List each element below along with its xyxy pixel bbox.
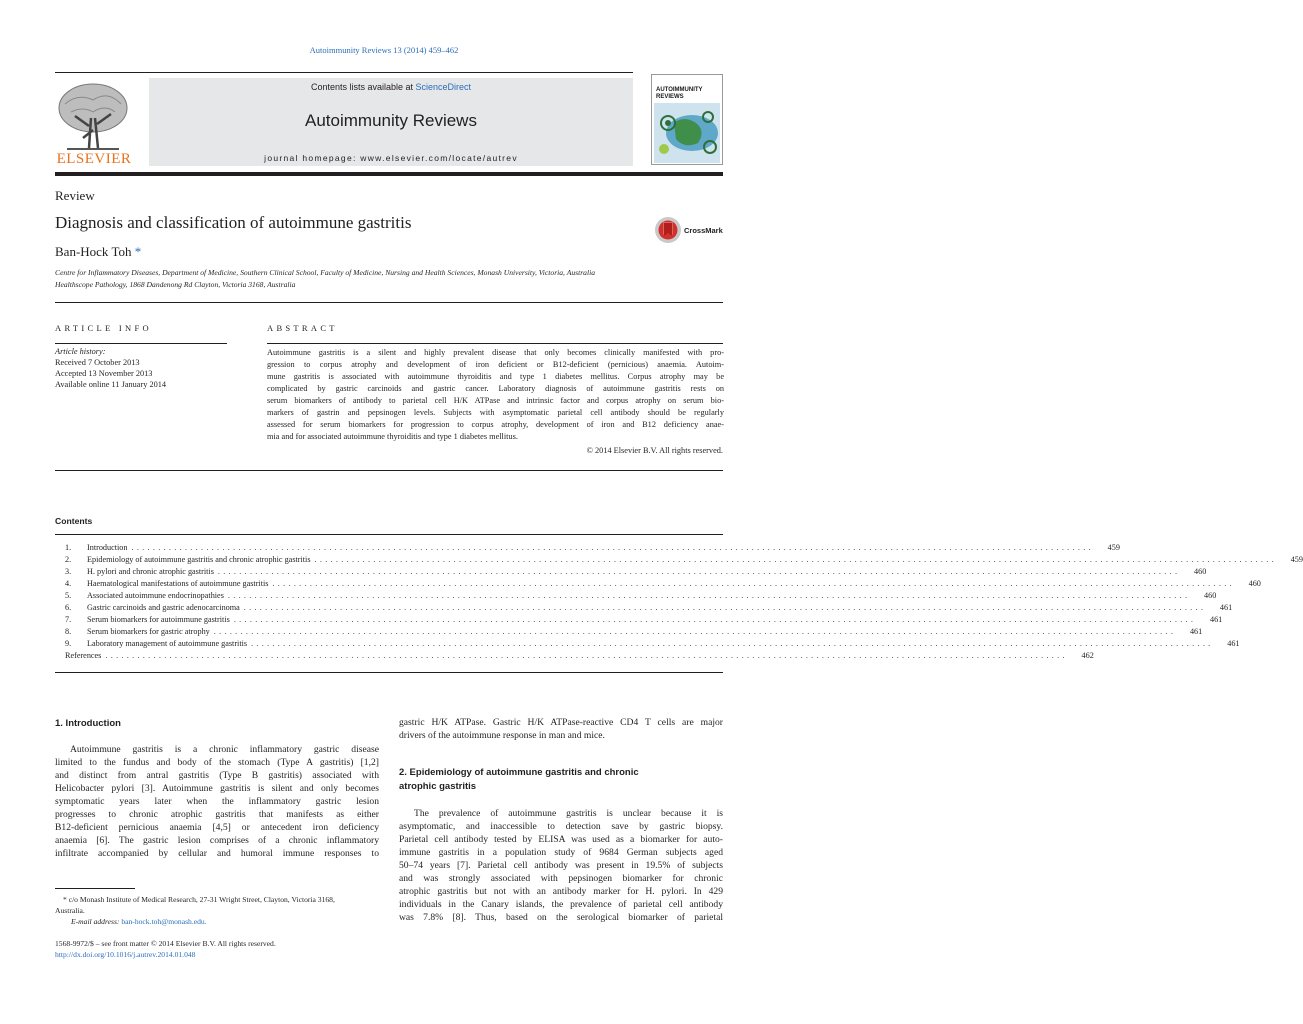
abstract-line: complicated by gastric carcinoids and gastric cancer. Laboratory diagnosis of autoimmune gastritis rests on bbox=[267, 384, 724, 393]
abstract-line: mune gastritis is associated with autoimmune thyroiditis and type 1 diabetes mellitus. Corpus atrophy may be bbox=[267, 372, 724, 381]
toc-item[interactable] bbox=[65, 591, 1217, 603]
toc-leader: .................................................................................................................................................................................... bbox=[217, 567, 1181, 576]
toc-leader: .................................................................................................................................................................................... bbox=[105, 651, 1068, 660]
body-line: asymptomatic, and inaccessible to detection save by gastric biopsy. bbox=[399, 821, 723, 832]
contents-rule bbox=[55, 534, 723, 535]
footnote-email bbox=[55, 917, 379, 926]
abstract-line: mia and for associated autoimmune thyroiditis and type 1 diabetes mellitus. bbox=[267, 432, 518, 441]
abstract-line: gression to corpus atrophy and development of iron deficient or B12-deficient (pernicious) anaemia. Autoim- bbox=[267, 360, 724, 369]
toc-item[interactable] bbox=[65, 639, 1240, 651]
crossmark-badge[interactable] bbox=[654, 216, 729, 244]
crossmark-label: CrossMark bbox=[684, 226, 723, 235]
contents-available-line bbox=[149, 82, 633, 92]
toc-label: Gastric carcinoids and gastric adenocarcinoma bbox=[87, 603, 240, 612]
toc-label: Introduction bbox=[87, 543, 128, 552]
journal-title: Autoimmunity Reviews bbox=[305, 111, 477, 130]
body-line: atrophic gastritis but not with an antibody marker for H. pylori. In 429 bbox=[399, 886, 723, 897]
toc-number: 7. bbox=[65, 615, 72, 624]
email-label: E-mail address: bbox=[71, 917, 122, 926]
toc-number: 9. bbox=[65, 639, 72, 648]
body-line: and distinct from antral gastritis (Type B gastritis) associated with bbox=[55, 770, 379, 781]
abstract-line: Autoimmune gastritis is a silent and highly prevalent disease that only becomes clinically manifested with pro- bbox=[267, 348, 724, 357]
body-line: anaemia [6]. The gastric lesion comprises of a chronic inflammatory bbox=[55, 835, 379, 846]
toc-page: 461 bbox=[1209, 615, 1223, 624]
cover-artwork-icon bbox=[654, 103, 720, 163]
body-line: Autoimmune gastritis is a chronic inflammatory gastric disease bbox=[70, 744, 379, 755]
body-line: infiltrate accompanied by cellular and humoral immune responses to bbox=[55, 848, 379, 859]
toc-page: 461 bbox=[1227, 639, 1240, 648]
abstract-copyright: © 2014 Elsevier B.V. All rights reserved. bbox=[586, 446, 723, 455]
abstract-line: serum biomarkers of antibody to parietal cell H/K ATPase and intrinsic factor and corpus atrophy on serum bio- bbox=[267, 396, 724, 405]
body-line: was 7.8% [8]. Thus, based on the serological biomarker of parietal bbox=[399, 912, 723, 923]
body-line: 50–74 years [7]. Parietal cell antibody was present in 19.5% of subjects bbox=[399, 860, 723, 871]
abstract-rule bbox=[267, 343, 723, 344]
toc-page: 460 bbox=[1248, 579, 1261, 588]
section-2-heading: 2. Epidemiology of autoimmune gastritis and chronic bbox=[399, 767, 639, 778]
masthead-rule bbox=[55, 172, 723, 176]
toc-number: 2. bbox=[65, 555, 72, 564]
toc-label: References bbox=[65, 651, 102, 660]
toc-number: 8. bbox=[65, 627, 72, 636]
elsevier-wordmark: ELSEVIER bbox=[56, 151, 132, 167]
abstract-heading: ABSTRACT bbox=[267, 323, 338, 333]
toc-number: 6. bbox=[65, 603, 72, 612]
toc-number: 3. bbox=[65, 567, 72, 576]
toc-page: 459 bbox=[1290, 555, 1303, 564]
toc-item[interactable] bbox=[65, 579, 1261, 591]
issn-line: 1568-9972/$ – see front matter © 2014 Elsevier B.V. All rights reserved. bbox=[55, 939, 276, 948]
toc-number: 4. bbox=[65, 579, 72, 588]
abstract-line: markers of gastrin and pepsinogen levels. Subjects with asymptomatic parietal cell antibody should be regularly bbox=[267, 408, 724, 417]
footnote-address-2: Australia. bbox=[55, 906, 85, 915]
toc-label: Epidemiology of autoimmune gastritis and chronic atrophic gastritis bbox=[87, 555, 311, 564]
affiliation-1: Centre for Inflammatory Diseases, Department of Medicine, Southern Clinical School, Faculty of Medicine, Nursing and Health Sciences, Monash University, Victoria, Australia bbox=[55, 268, 595, 277]
affiliation-2: Healthscope Pathology, 1868 Dandenong Rd Clayton, Victoria 3168, Australia bbox=[55, 280, 296, 289]
author-line bbox=[55, 244, 141, 260]
footnote-mark: * bbox=[63, 895, 67, 904]
body-line: and was strongly associated with pepsinogen biomarker for chronic bbox=[399, 873, 723, 884]
section-2-heading-cont: atrophic gastritis bbox=[399, 781, 477, 792]
sciencedirect-link[interactable]: ScienceDirect bbox=[415, 82, 472, 92]
toc-leader: .................................................................................................................................................................................... bbox=[131, 543, 1094, 552]
contents-prefix: Contents lists available at bbox=[310, 82, 416, 92]
footnote-address bbox=[55, 895, 379, 904]
toc-leader: .................................................................................................................................................................................... bbox=[243, 603, 1207, 612]
article-title: Diagnosis and classification of autoimmune gastritis bbox=[55, 213, 412, 232]
journal-reference[interactable]: Autoimmunity Reviews 13 (2014) 459–462 bbox=[309, 45, 459, 55]
header-rule bbox=[55, 72, 633, 73]
crossmark-icon bbox=[654, 216, 682, 244]
toc-label: Serum biomarkers for gastric atrophy bbox=[87, 627, 210, 636]
article-type: Review bbox=[55, 188, 95, 203]
accepted-date: Accepted 13 November 2013 bbox=[55, 369, 153, 378]
body-line: symptomatic years later when the inflammatory gastric lesion bbox=[55, 796, 379, 807]
toc-page: 461 bbox=[1219, 603, 1233, 612]
received-date: Received 7 October 2013 bbox=[55, 358, 140, 367]
abstract-line: assessed for serum biomarkers for progression to corpus atrophy, development of iron and B12 deficiency anae- bbox=[267, 420, 724, 429]
toc-item[interactable] bbox=[65, 615, 1223, 627]
toc-label: Haematological manifestations of autoimmune gastritis bbox=[87, 579, 269, 588]
abstract-bottom-rule bbox=[55, 470, 723, 471]
toc-leader: .................................................................................................................................................................................... bbox=[251, 639, 1214, 648]
affiliation-rule bbox=[55, 302, 723, 303]
article-info-rule bbox=[55, 343, 227, 344]
toc-item[interactable] bbox=[65, 603, 1233, 615]
toc-item[interactable] bbox=[65, 627, 1203, 639]
body-line: drivers of the autoimmune response in man and mice. bbox=[399, 730, 605, 741]
body-line: Helicobacter pylori [3]. Autoimmune gastritis is silent and only becomes bbox=[55, 783, 379, 794]
toc-leader: .................................................................................................................................................................................... bbox=[272, 579, 1235, 588]
toc-page: 459 bbox=[1107, 543, 1120, 552]
toc-leader: .................................................................................................................................................................................... bbox=[314, 555, 1277, 564]
author-name: Ban-Hock Toh bbox=[55, 244, 132, 259]
toc-page: 460 bbox=[1194, 567, 1207, 576]
toc-label: Associated autoimmune endocrinopathies bbox=[87, 591, 224, 600]
contents-bottom-rule bbox=[55, 672, 723, 673]
history-label: Article history: bbox=[55, 347, 106, 356]
body-line: immune gastritis in a population study of 9684 German subjects aged bbox=[399, 847, 723, 858]
toc-leader: .................................................................................................................................................................................... bbox=[233, 615, 1197, 624]
body-line: individuals in the Canary islands, the prevalence of parietal cell antibody bbox=[399, 899, 723, 910]
toc-item[interactable] bbox=[65, 555, 1303, 567]
toc-label: H. pylori and chronic atrophic gastritis bbox=[87, 567, 214, 576]
body-line: progresses to chronic atrophic gastritis that manifests as either bbox=[55, 809, 379, 820]
email-link[interactable]: ban-hock.toh@monash.edu. bbox=[121, 917, 207, 926]
toc-number: 5. bbox=[65, 591, 72, 600]
toc-leader: .................................................................................................................................................................................... bbox=[213, 627, 1177, 636]
body-line: Parietal cell antibody tested by ELISA was used as a biomarker for auto- bbox=[399, 834, 723, 845]
journal-cover-thumbnail[interactable] bbox=[651, 74, 723, 165]
toc-label: Serum biomarkers for autoimmune gastritis bbox=[87, 615, 230, 624]
footnote-address-text: c/o Monash Institute of Medical Research, 27-31 Wright Street, Clayton, Victoria 3168, bbox=[68, 895, 335, 904]
toc-item[interactable] bbox=[65, 567, 1207, 579]
doi-link[interactable]: http://dx.doi.org/10.1016/j.autrev.2014.01.048 bbox=[55, 950, 196, 959]
footnote-rule bbox=[55, 888, 135, 889]
body-line: B12-deficient pernicious anaemia [4,5] or antecedent iron deficiency bbox=[55, 822, 379, 833]
contents-heading: Contents bbox=[55, 516, 93, 526]
article-info-heading: ARTICLE INFO bbox=[55, 323, 152, 333]
body-line: The prevalence of autoimmune gastritis is unclear because it is bbox=[414, 808, 723, 819]
online-date: Available online 11 January 2014 bbox=[55, 380, 167, 389]
toc-page: 460 bbox=[1204, 591, 1217, 600]
toc-label: Laboratory management of autoimmune gastritis bbox=[87, 639, 248, 648]
body-line: limited to the fundus and body of the stomach (Type A gastritis) [1,2] bbox=[55, 757, 379, 768]
journal-homepage[interactable]: journal homepage: www.elsevier.com/locate/autrev bbox=[264, 153, 518, 163]
toc-number: 1. bbox=[65, 543, 72, 552]
toc-leader: .................................................................................................................................................................................... bbox=[227, 591, 1191, 600]
toc-item[interactable] bbox=[65, 543, 1120, 555]
body-line: gastric H/K ATPase. Gastric H/K ATPase-reactive CD4 T cells are major bbox=[399, 717, 723, 728]
toc-page: 461 bbox=[1189, 627, 1203, 636]
author-footnote-mark[interactable]: * bbox=[134, 244, 142, 259]
cover-title: AUTOIMMUNITY REVIEWS bbox=[656, 87, 703, 100]
toc-item-references[interactable] bbox=[65, 651, 1094, 663]
toc-page: 462 bbox=[1081, 651, 1094, 660]
section-1-heading: 1. Introduction bbox=[55, 718, 121, 729]
